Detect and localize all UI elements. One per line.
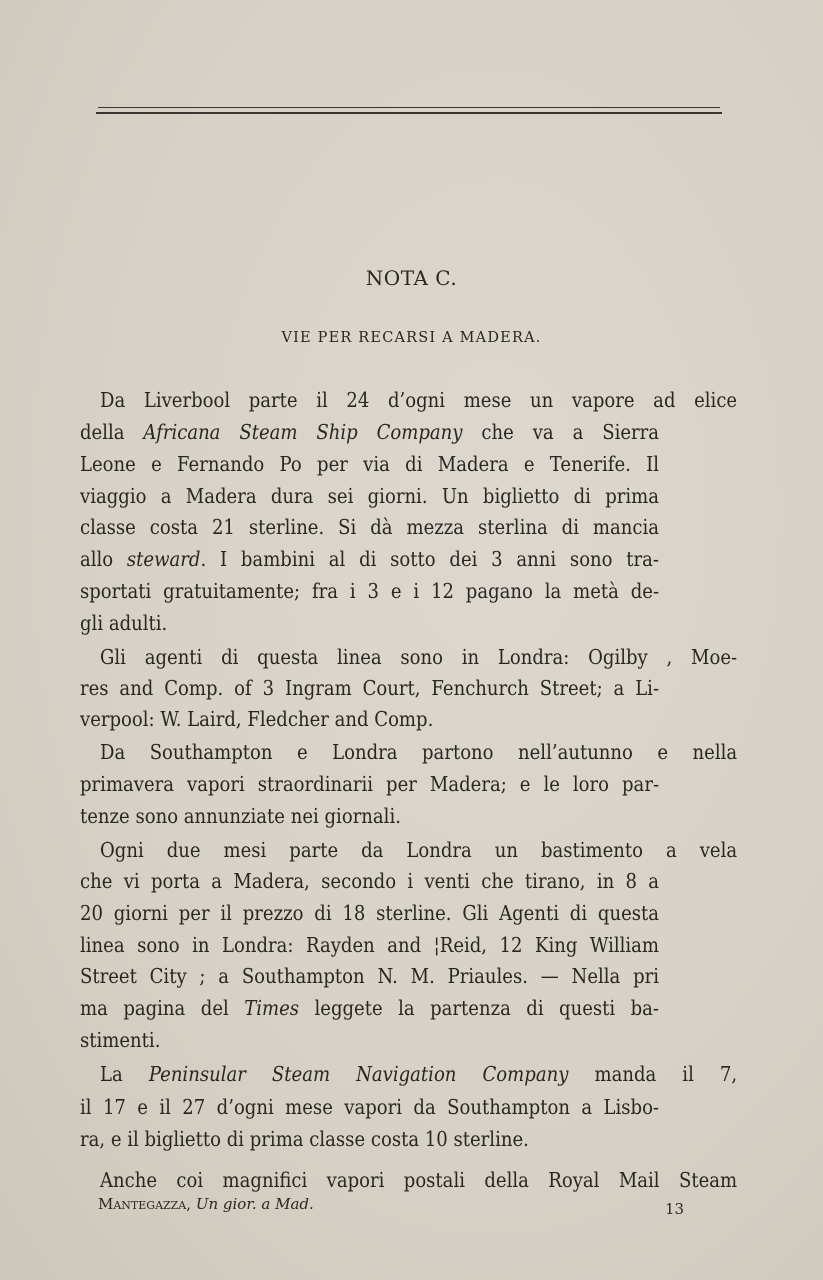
text-line [100, 1166, 737, 1194]
text-segment: Ogni due mesi parte da Londra un bastimento a vela [100, 838, 738, 862]
italic-text: steward [126, 547, 201, 571]
text-segment: res and Comp. of 3 Ingram Court, Fenchurch Street; a Li- [80, 676, 660, 700]
text-line [80, 450, 659, 478]
text-segment: classe costa 21 sterline. Si dà mezza sterlina di mancia [80, 515, 660, 539]
text-segment: stimenti. [80, 1028, 161, 1052]
text-segment: ma pagina del [80, 996, 245, 1020]
text-line [80, 994, 659, 1022]
text-segment: primavera vapori straordinarii per Madera; e le loro par- [80, 772, 660, 796]
text-segment: tenze sono annunziate nei giornali. [80, 804, 401, 828]
text-segment: che va a Sierra [462, 420, 660, 444]
text-segment: Street City ; a Southampton N. M. Priaules. — Nella pri [80, 964, 660, 988]
top-rule-lower [96, 112, 722, 114]
text-segment: . I bambini al di sotto dei 3 anni sono tra- [200, 547, 660, 571]
italic-text: Times [244, 996, 300, 1020]
text-line [100, 1060, 737, 1088]
note-title: NOTA C. [365, 266, 458, 290]
text-line [80, 867, 659, 895]
text-segment: sportati gratuitamente; fra i 3 e i 12 pagano la metà de- [80, 579, 660, 603]
text-segment: verpool: W. Laird, Fledcher and Comp. [80, 707, 434, 731]
text-line [80, 1125, 659, 1153]
text-segment: Gli agenti di questa linea sono in Londra: Ogilby , Moe- [100, 645, 738, 669]
text-segment: Anche coi magnifici vapori postali della Royal Mail Steam [100, 1168, 738, 1192]
italic-text: Africana Steam Ship Company [143, 420, 463, 444]
text-line [80, 802, 659, 830]
text-segment: 20 giorni per il prezzo di 18 sterline. Gli Agenti di questa [80, 901, 660, 925]
text-line [100, 386, 737, 414]
text-segment: ra, e il biglietto di prima classe costa 10 sterline. [80, 1127, 529, 1151]
text-segment: Leone e Fernando Po per via di Madera e Tenerife. Il [80, 452, 660, 476]
text-segment: che vi porta a Madera, secondo i venti che tirano, in 8 a [80, 869, 660, 893]
text-segment: Da Southampton e Londra partono nell’autunno e nella [100, 740, 738, 764]
text-line [80, 1026, 659, 1054]
page-number: 13 [665, 1200, 685, 1218]
italic-text: Peninsular Steam Navigation Company [148, 1062, 569, 1086]
text-line [80, 931, 659, 959]
text-segment: leggete la partenza di questi ba- [299, 996, 660, 1020]
footer-short-title: Un gior. a Mad. [195, 1195, 314, 1213]
text-line [80, 962, 659, 990]
note-subtitle: VIE PER RECARSI A MADERA. [281, 330, 542, 346]
text-line [80, 577, 659, 605]
text-line [80, 513, 659, 541]
footer-signature [98, 1195, 314, 1213]
text-line [80, 418, 659, 446]
text-line [80, 899, 659, 927]
text-line [100, 643, 737, 671]
text-line [80, 1093, 659, 1121]
text-segment: il 17 e il 27 d’ogni mese vapori da Southampton a Lisbo- [80, 1095, 660, 1119]
text-segment: linea sono in Londra: Rayden and ¦Reid, 12 King William [80, 933, 660, 957]
text-segment: allo [80, 547, 127, 571]
text-segment: manda il 7, [568, 1062, 738, 1086]
text-line [100, 836, 737, 864]
text-line [80, 674, 659, 702]
text-line [80, 545, 659, 573]
footer-author: Mantegazza, [98, 1195, 192, 1213]
text-line [100, 738, 737, 766]
text-line [80, 609, 659, 637]
text-segment: della [80, 420, 144, 444]
text-line [80, 770, 659, 798]
text-segment: Da Liverbool parte il 24 d’ogni mese un vapore ad elice [100, 388, 738, 412]
text-segment: La [100, 1062, 149, 1086]
top-rule [98, 107, 720, 108]
text-segment: gli adulti. [80, 611, 168, 635]
text-segment: viaggio a Madera dura sei giorni. Un biglietto di prima [80, 484, 660, 508]
text-line [80, 482, 659, 510]
text-line [80, 705, 659, 733]
